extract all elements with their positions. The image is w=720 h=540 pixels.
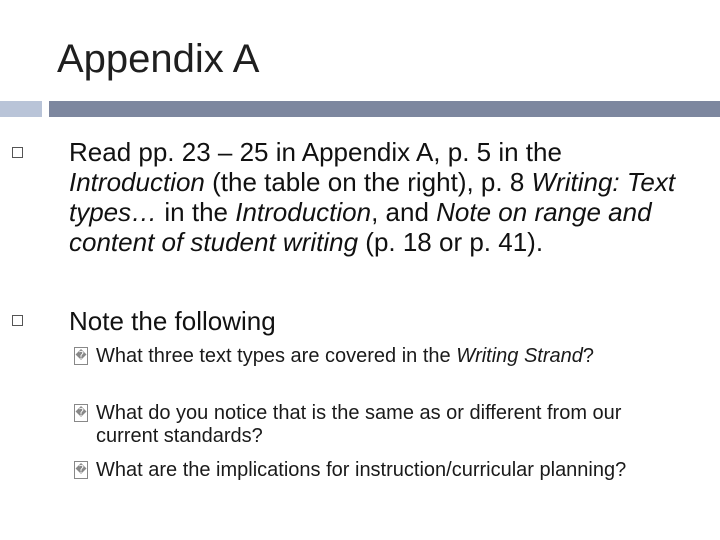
sub-bullet-text-italic: Writing Strand — [456, 345, 583, 367]
sub-bullet-text: What do you notice that is the same as or different from our current standards? — [96, 402, 622, 447]
bullet-text: Read pp. 23 – 25 in Appendix A, p. 5 in the — [69, 137, 562, 167]
sub-bullet-icon: � — [74, 404, 88, 422]
bullet-text-italic: Introduction — [69, 167, 205, 197]
title-underline-left — [0, 101, 42, 117]
bullet-text: (the table on the right), p. 8 — [204, 167, 532, 197]
slide-title: Appendix A — [57, 37, 260, 81]
square-bullet-icon — [12, 147, 23, 158]
sub-bullet-item-same-different — [75, 402, 656, 448]
sub-bullet-text: What three text types are covered in the — [96, 345, 457, 367]
bullet-text-italic: Note on range and content of student writing — [69, 197, 652, 257]
sub-bullet-icon: � — [74, 347, 88, 365]
bullet-text: (p. 18 or p. 41). — [358, 227, 544, 257]
sub-bullet-text: What are the implications for instruction/curricular planning? — [96, 459, 627, 481]
square-bullet-icon — [12, 315, 23, 326]
bullet-text: in the — [157, 197, 236, 227]
bullet-text: Note the following — [69, 306, 276, 336]
sub-bullet-text: ? — [582, 345, 595, 367]
bullet-text-italic: Introduction — [235, 197, 372, 227]
title-underline-right — [49, 101, 720, 117]
bullet-item-read — [69, 137, 699, 257]
bullet-text: , and — [371, 197, 437, 227]
sub-bullet-item-implications — [75, 459, 656, 482]
sub-bullet-item-text-types — [75, 345, 656, 368]
bullet-text-italic: Writing: Text types… — [69, 167, 676, 227]
sub-bullet-icon: � — [74, 461, 88, 479]
bullet-item-note — [69, 306, 276, 336]
